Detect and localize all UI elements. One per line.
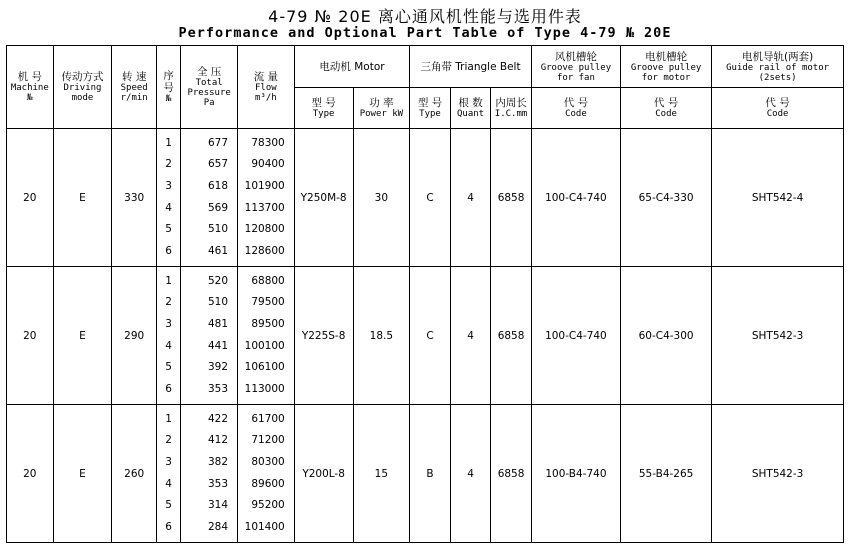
- header-belt-group: 三角带 Triangle Belt: [410, 46, 532, 88]
- fan-pulley-cell: 100-C4-740: [531, 267, 620, 405]
- title-chinese: 4-79 № 20E 离心通风机性能与选用件表: [268, 7, 582, 26]
- flow-cell-value: 106100: [244, 361, 285, 374]
- guide-rail-cell: SHT542-3: [712, 405, 844, 543]
- header-belt-quantity: 根 数 Quant: [450, 88, 491, 129]
- pressure-cell-value: 422: [207, 412, 228, 425]
- pressure-cell-value: 314: [207, 499, 228, 512]
- flow-cell-value: 68800: [251, 274, 285, 287]
- pressure-cell-value: 510: [207, 223, 228, 236]
- flow-cell-value: 101900: [244, 179, 285, 192]
- header-total-pressure: 全 压 Total Pressure Pa: [181, 46, 238, 129]
- motor-power-cell: 15: [353, 405, 410, 543]
- header-flow: 流 量 Flow m³/h: [238, 46, 295, 129]
- pressure-cell-value: 520: [207, 274, 228, 287]
- performance-table: [6, 45, 844, 543]
- motor-type-cell: Y250M-8: [294, 129, 353, 267]
- sequence-cell-value: 6: [165, 382, 172, 395]
- machine-cell: 20: [7, 267, 54, 405]
- header-fan-pulley: 风机槽轮 Groove pulley for fan: [531, 46, 620, 88]
- belt-ic-cell: 6858: [491, 267, 532, 405]
- drive-mode-cell: E: [53, 129, 112, 267]
- speed-cell: 290: [112, 267, 157, 405]
- sequence-cell-value: 5: [165, 223, 172, 236]
- sequence-cell-value: 1: [165, 274, 172, 287]
- flow-cell-value: 89500: [251, 317, 285, 330]
- guide-rail-cell: SHT542-3: [712, 267, 844, 405]
- flow-cell-value: 101400: [244, 520, 285, 533]
- header-machine: 机 号 Machine №: [7, 46, 54, 129]
- pressure-cell: [181, 129, 238, 267]
- flow-cell-value: 61700: [251, 412, 285, 425]
- header-belt-type: 型 号 Type: [410, 88, 451, 129]
- pressure-cell-value: 412: [207, 434, 228, 447]
- machine-cell: 20: [7, 405, 54, 543]
- flow-cell-value: 90400: [251, 158, 285, 171]
- pressure-cell-value: 618: [207, 179, 228, 192]
- pressure-cell-value: 353: [207, 477, 228, 490]
- motor-pulley-cell: 60-C4-300: [621, 267, 712, 405]
- sequence-cell-value: 2: [165, 158, 172, 171]
- fan-pulley-cell: 100-B4-740: [531, 405, 620, 543]
- sequence-cell-value: 6: [165, 520, 172, 533]
- sequence-cell-value: 2: [165, 434, 172, 447]
- header-driving-mode: 传动方式 Driving mode: [53, 46, 112, 129]
- flow-cell-value: 71200: [251, 434, 285, 447]
- header-sequence: 序 号 №: [156, 46, 180, 129]
- sequence-cell-value: 1: [165, 136, 172, 149]
- title-english: Performance and Optional Part Table of Type 4-79 № 20E: [178, 25, 672, 41]
- sequence-cell-value: 4: [165, 477, 172, 490]
- header-motor-pulley-code: 代 号 Code: [621, 88, 712, 129]
- pressure-cell-value: 441: [207, 339, 228, 352]
- sequence-cell-value: 2: [165, 296, 172, 309]
- pressure-cell: [181, 267, 238, 405]
- motor-type-cell: Y225S-8: [294, 267, 353, 405]
- pressure-cell-value: 481: [207, 317, 228, 330]
- flow-cell-value: 79500: [251, 296, 285, 309]
- flow-cell-value: 78300: [251, 136, 285, 149]
- header-motor-power: 功 率 Power kW: [353, 88, 410, 129]
- table-row: [7, 129, 844, 267]
- pressure-cell-value: 677: [207, 136, 228, 149]
- table-row: [7, 267, 844, 405]
- pressure-cell: [181, 405, 238, 543]
- header-belt-ic: 内周长 I.C.mm: [491, 88, 532, 129]
- pressure-cell-value: 353: [207, 382, 228, 395]
- flow-cell-value: 80300: [251, 455, 285, 468]
- motor-pulley-cell: 65-C4-330: [621, 129, 712, 267]
- belt-quantity-cell: 4: [450, 267, 491, 405]
- belt-type-cell: C: [410, 129, 451, 267]
- flow-cell-value: 113000: [244, 382, 285, 395]
- sequence-cell: [156, 267, 180, 405]
- belt-ic-cell: 6858: [491, 405, 532, 543]
- header-speed: 转 速 Speed r/min: [112, 46, 157, 129]
- speed-cell: 260: [112, 405, 157, 543]
- flow-cell-value: 120800: [244, 223, 285, 236]
- header-fan-pulley-code: 代 号 Code: [531, 88, 620, 129]
- flow-cell-value: 128600: [244, 244, 285, 257]
- motor-power-cell: 30: [353, 129, 410, 267]
- header-motor-type: 型 号 Type: [294, 88, 353, 129]
- drive-mode-cell: E: [53, 267, 112, 405]
- flow-cell-value: 95200: [251, 499, 285, 512]
- pressure-cell-value: 461: [207, 244, 228, 257]
- belt-ic-cell: 6858: [491, 129, 532, 267]
- sequence-cell: [156, 405, 180, 543]
- drive-mode-cell: E: [53, 405, 112, 543]
- pressure-cell-value: 657: [207, 158, 228, 171]
- flow-cell: [238, 405, 295, 543]
- sequence-cell: [156, 129, 180, 267]
- pressure-cell-value: 284: [207, 520, 228, 533]
- motor-type-cell: Y200L-8: [294, 405, 353, 543]
- fan-pulley-cell: 100-C4-740: [531, 129, 620, 267]
- belt-type-cell: C: [410, 267, 451, 405]
- pressure-cell-value: 392: [207, 361, 228, 374]
- sequence-cell-value: 5: [165, 361, 172, 374]
- sequence-cell-value: 3: [165, 179, 172, 192]
- flow-cell: [238, 129, 295, 267]
- sequence-cell-value: 6: [165, 244, 172, 257]
- sequence-cell-value: 4: [165, 339, 172, 352]
- flow-cell-value: 89600: [251, 477, 285, 490]
- header-motor-pulley: 电机槽轮 Groove pulley for motor: [621, 46, 712, 88]
- belt-type-cell: B: [410, 405, 451, 543]
- header-guide-rail: 电机导轨(两套) Guide rail of motor (2sets): [712, 46, 844, 88]
- speed-cell: 330: [112, 129, 157, 267]
- pressure-cell-value: 569: [207, 201, 228, 214]
- header-guide-rail-code: 代 号 Code: [712, 88, 844, 129]
- motor-pulley-cell: 55-B4-265: [621, 405, 712, 543]
- sequence-cell-value: 4: [165, 201, 172, 214]
- sequence-cell-value: 3: [165, 455, 172, 468]
- sequence-cell-value: 3: [165, 317, 172, 330]
- motor-power-cell: 18.5: [353, 267, 410, 405]
- sequence-cell-value: 1: [165, 412, 172, 425]
- table-row: [7, 405, 844, 543]
- pressure-cell-value: 382: [207, 455, 228, 468]
- belt-quantity-cell: 4: [450, 129, 491, 267]
- header-motor-group: 电动机 Motor: [294, 46, 410, 88]
- pressure-cell-value: 510: [207, 296, 228, 309]
- flow-cell: [238, 267, 295, 405]
- belt-quantity-cell: 4: [450, 405, 491, 543]
- flow-cell-value: 113700: [244, 201, 285, 214]
- flow-cell-value: 100100: [244, 339, 285, 352]
- machine-cell: 20: [7, 129, 54, 267]
- guide-rail-cell: SHT542-4: [712, 129, 844, 267]
- sequence-cell-value: 5: [165, 499, 172, 512]
